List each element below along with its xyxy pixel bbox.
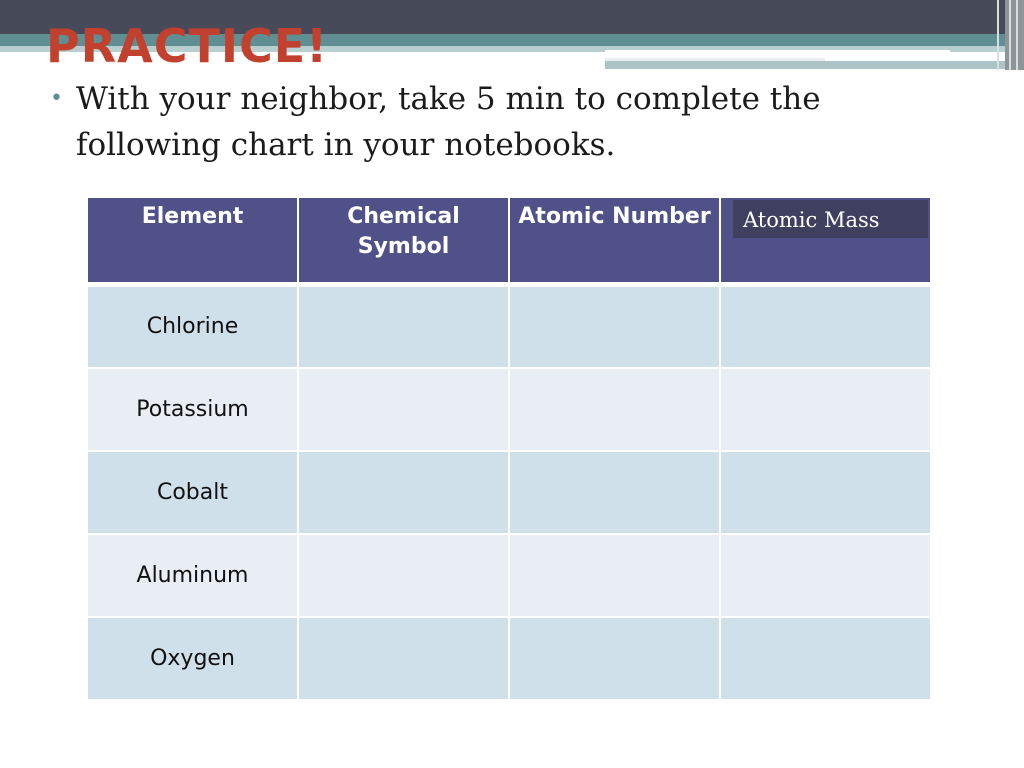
cell-number xyxy=(509,534,720,617)
cell-symbol xyxy=(298,368,509,451)
header-band-line xyxy=(605,50,950,55)
cell-element: Chlorine xyxy=(87,285,298,368)
table-header-row xyxy=(87,197,931,285)
cell-mass xyxy=(720,368,931,451)
cell-symbol xyxy=(298,285,509,368)
cell-number xyxy=(509,451,720,534)
cell-symbol xyxy=(298,617,509,700)
header-stripe xyxy=(997,0,999,70)
slide-title: PRACTICE! xyxy=(46,19,329,73)
cell-mass xyxy=(720,451,931,534)
cell-element: Aluminum xyxy=(87,534,298,617)
cell-number xyxy=(509,617,720,700)
header-element: Element xyxy=(87,197,298,285)
header-atomic-mass-cell xyxy=(720,197,931,285)
cell-mass xyxy=(720,285,931,368)
bullet-icon: • xyxy=(50,86,63,111)
header-atomic-number: Atomic Number xyxy=(509,197,720,285)
table-row xyxy=(87,534,931,617)
table-row xyxy=(87,617,931,700)
cell-element: Oxygen xyxy=(87,617,298,700)
bullet-text: With your neighbor, take 5 min to complete the following chart in your notebooks. xyxy=(76,81,821,163)
header-stripe xyxy=(1016,0,1018,70)
table-row xyxy=(87,285,931,368)
element-chart xyxy=(86,196,932,701)
cell-number xyxy=(509,285,720,368)
cell-symbol xyxy=(298,451,509,534)
cell-element: Cobalt xyxy=(87,451,298,534)
cell-number xyxy=(509,368,720,451)
cell-element: Potassium xyxy=(87,368,298,451)
header-chemical-symbol: Chemical Symbol xyxy=(298,197,509,285)
header-atomic-mass: Atomic Mass xyxy=(733,200,928,238)
table-row xyxy=(87,368,931,451)
header-band-accent xyxy=(605,61,1005,69)
table-row xyxy=(87,451,931,534)
header-band-right xyxy=(1005,0,1024,70)
cell-symbol xyxy=(298,534,509,617)
cell-mass xyxy=(720,534,931,617)
header-stripe xyxy=(1009,0,1011,70)
bullet-item xyxy=(50,76,950,168)
cell-mass xyxy=(720,617,931,700)
